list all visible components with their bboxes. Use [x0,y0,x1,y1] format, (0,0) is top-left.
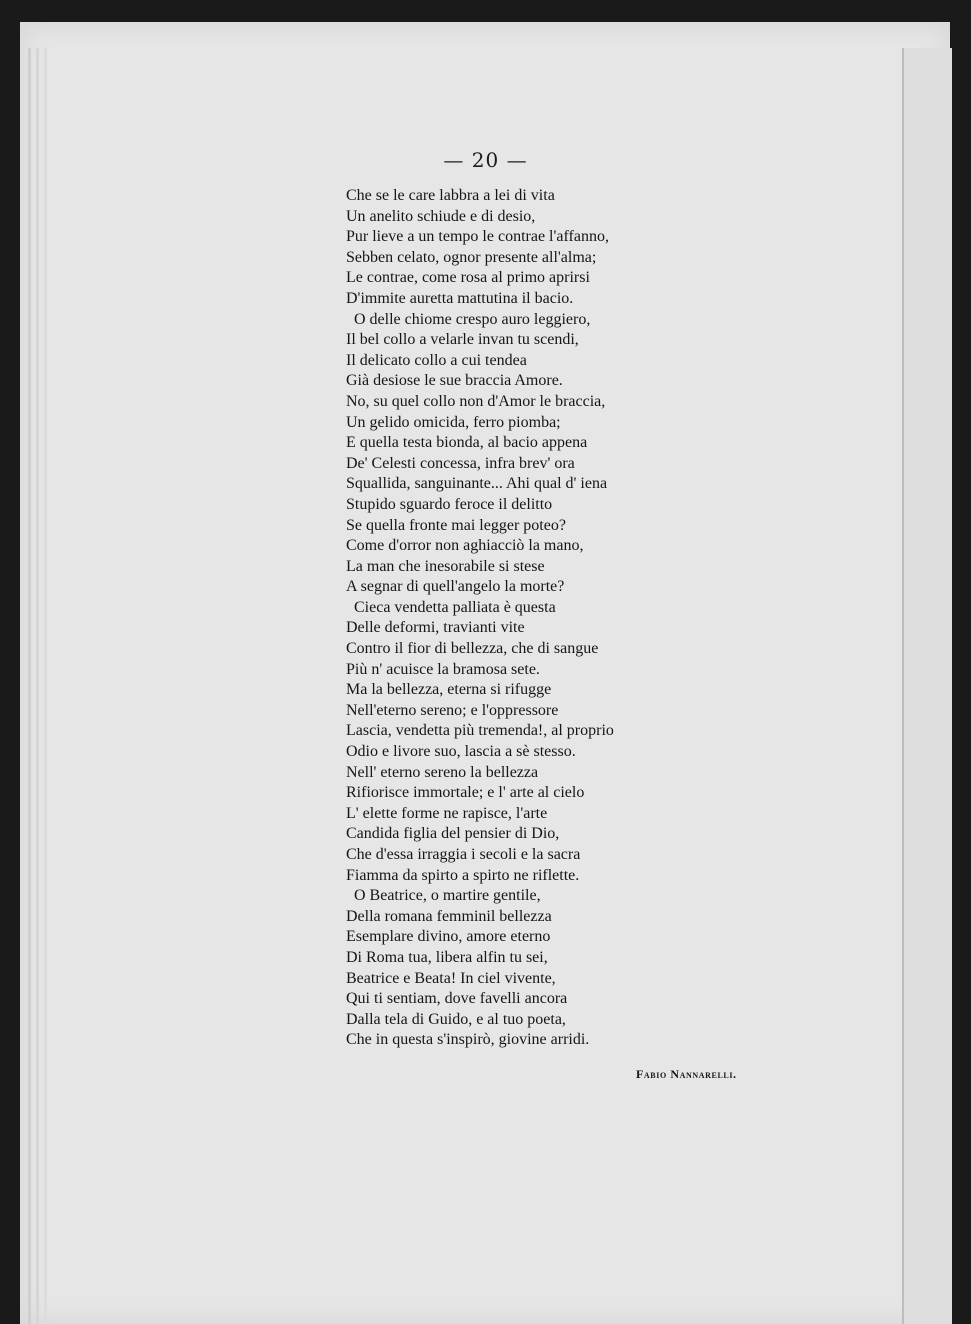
poem-line: Già desiose le sue braccia Amore. [346,372,563,390]
poem-line: Cieca vendetta palliata è questa [346,598,556,616]
poem-line: D'immite auretta mattutina il bacio. [346,289,574,307]
poem-line: Beatrice e Beata! In ciel vivente, [346,969,556,987]
poem-line: Come d'orror non aghiacciò la mano, [346,537,584,555]
poem-line: Pur lieve a un tempo le contrae l'affanno, [346,228,609,246]
poem-line: Un anelito schiude e di desio, [346,207,536,225]
poem-line: Nell' eterno sereno la bellezza [346,763,539,781]
poem-line: Stupido sguardo feroce il delitto [346,495,553,513]
poem-line: Che in questa s'inspirò, giovine arridi. [346,1031,590,1049]
poem-line: La man che inesorabile si stese [346,557,545,575]
poem-line: Nell'eterno sereno; e l'oppressore [346,701,559,719]
poem-line: A segnar di quell'angelo la morte? [346,578,565,596]
poem-line: Le contrae, come rosa al primo aprirsi [346,269,590,287]
poem-line: Più n' acuisce la bramosa sete. [346,660,540,678]
next-page-edge [902,48,952,1324]
poem-line: De' Celesti concessa, infra brev' ora [346,454,575,472]
poem-line: Delle deformi, travianti vite [346,619,525,637]
poem-line: No, su quel collo non d'Amor le braccia, [346,392,606,410]
poem-line: Odio e livore suo, lascia a sè stesso. [346,743,576,761]
poem-line: Esemplare divino, amore eterno [346,928,551,946]
poem-line: Rifiorisce immortale; e l' arte al cielo [346,784,585,802]
page-number: — 20 — [443,148,528,172]
poem-line: E quella testa bionda, al bacio appena [346,434,588,452]
page-edge [28,48,31,1324]
poem-line: Fiamma da spirto a spirto ne riflette. [346,866,580,884]
poem-line: Della romana femminil bellezza [346,907,552,925]
poem-line: Lascia, vendetta più tremenda!, al proprio [346,722,614,740]
poem-line: Ma la bellezza, eterna si rifugge [346,681,552,699]
page-edge [44,48,47,1324]
poem-line: Il bel collo a velarle invan tu scendi, [346,331,579,349]
poem-line: Se quella fronte mai legger poteo? [346,516,566,534]
poem-line: Sebben celato, ognor presente all'alma; [346,248,597,266]
poem-line: Che se le care labbra a lei di vita [346,187,555,204]
poem-line: Dalla tela di Guido, e al tuo poeta, [346,1010,566,1028]
poem-line: O delle chiome crespo auro leggiero, [346,310,591,328]
poem-line: Di Roma tua, libera alfin tu sei, [346,948,548,966]
page-edge [36,48,39,1324]
poem-line: Qui ti sentiam, dove favelli ancora [346,990,568,1008]
poem-line: Contro il fior di bellezza, che di sangue [346,640,599,658]
poem-line: Che d'essa irraggia i secoli e la sacra [346,846,581,863]
poem-line: Un gelido omicida, ferro piomba; [346,413,561,431]
poem-line: Squallida, sanguinante... Ahi qual d' iena [346,475,608,493]
poem-line: Candida figlia del pensier di Dio, [346,825,560,843]
author-signature: Fabio Nannarelli. [636,1067,737,1081]
poem-line: L' elette forme ne rapisce, l'arte [346,804,548,822]
poem-line: O Beatrice, o martire gentile, [346,887,541,905]
poem-text [346,186,614,1051]
poem-line: Il delicato collo a cui tendea [346,351,527,369]
